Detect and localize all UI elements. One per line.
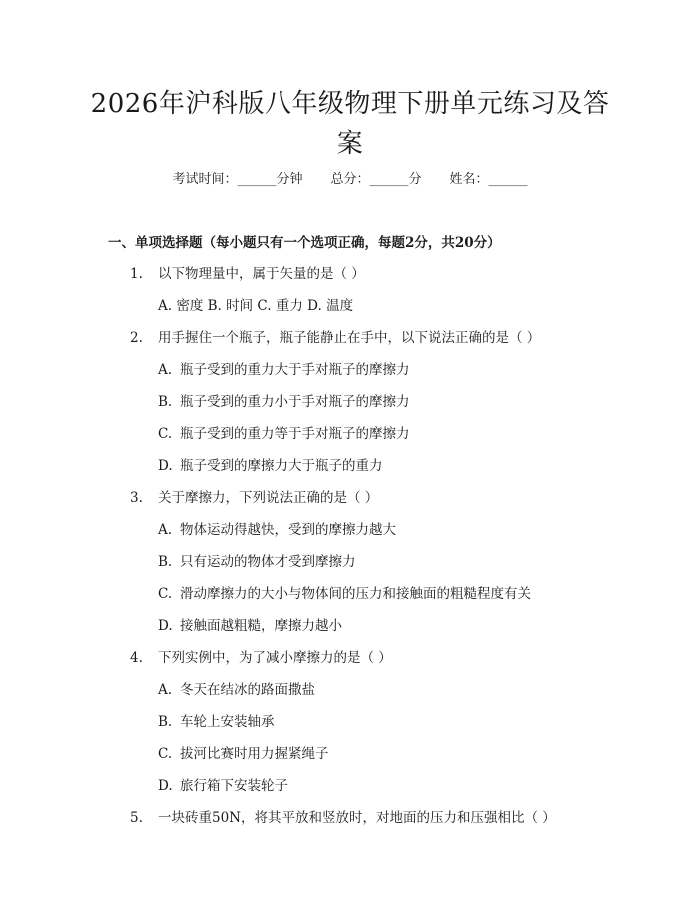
option-4d [158, 774, 288, 794]
exam-meta [0, 168, 700, 187]
option-3b [158, 550, 356, 570]
option-text: 瓶子受到的重力大于手对瓶子的摩擦力 [180, 362, 410, 378]
option-2d [158, 454, 383, 474]
option-text: 旅行箱下安装轮子 [180, 778, 288, 794]
question-4 [130, 646, 392, 666]
option-text: 只有运动的物体才受到摩擦力 [180, 554, 356, 570]
question-number: 3. [130, 490, 143, 506]
option-letter: B. [158, 714, 173, 730]
option-2a [158, 358, 410, 378]
option-letter: A. [158, 522, 173, 538]
option-letter: A. [158, 682, 173, 698]
question-1-options: A. 密度 B. 时间 C. 重力 D. 温度 [158, 298, 354, 314]
question-text: 以下物理量中，属于矢量的是（ ） [158, 266, 365, 282]
option-text: 冬天在结冰的路面撒盐 [180, 682, 315, 698]
question-1 [130, 262, 365, 282]
option-4a [158, 678, 315, 698]
title-line-2: 案 [336, 129, 364, 159]
option-letter: B. [158, 554, 173, 570]
question-number: 1. [130, 266, 143, 282]
option-text: 拔河比赛时用力握紧绳子 [180, 746, 329, 762]
title-line-1: 2026年沪科版八年级物理下册单元练习及答 [90, 89, 610, 119]
option-text: 物体运动得越快，受到的摩擦力越大 [180, 522, 396, 538]
option-text: 车轮上安装轴承 [180, 714, 275, 730]
question-text: 关于摩擦力，下列说法正确的是（ ） [158, 490, 379, 506]
option-4b [158, 710, 275, 730]
question-number: 2. [130, 330, 143, 346]
question-text: 用手握住一个瓶子，瓶子能静止在手中，以下说法正确的是（ ） [158, 330, 541, 346]
option-letter: D. [158, 458, 173, 474]
question-number: 4. [130, 650, 143, 666]
question-text: 一块砖重50N，将其平放和竖放时，对地面的压力和压强相比（ ） [158, 810, 556, 826]
option-text: 瓶子受到的重力等于手对瓶子的摩擦力 [180, 426, 410, 442]
question-3 [130, 486, 378, 506]
question-2 [130, 326, 540, 346]
option-letter: C. [158, 426, 173, 442]
option-2c [158, 422, 410, 442]
option-3a [158, 518, 396, 538]
option-letter: C. [158, 746, 173, 762]
question-number: 5. [130, 810, 143, 826]
student-name: 姓名：______ [449, 172, 528, 187]
option-text: 接触面越粗糙，摩擦力越小 [180, 618, 342, 634]
option-text: 瓶子受到的摩擦力大于瓶子的重力 [180, 458, 383, 474]
option-letter: A. [158, 362, 173, 378]
section-heading: 一、单项选择题（每小题只有一个选项正确，每题2分，共20分） [108, 235, 501, 251]
document-title [90, 84, 610, 164]
option-letter: D. [158, 618, 173, 634]
option-letter: C. [158, 586, 173, 602]
question-text: 下列实例中，为了减小摩擦力的是（ ） [158, 650, 392, 666]
option-letter: B. [158, 394, 173, 410]
question-5 [130, 806, 556, 826]
option-letter: D. [158, 778, 173, 794]
option-3d [158, 614, 342, 634]
exam-time: 考试时间：______分钟 [172, 172, 303, 187]
option-text: 瓶子受到的重力小于手对瓶子的摩擦力 [180, 394, 410, 410]
total-score: 总分：______分 [330, 172, 422, 187]
option-3c [158, 582, 531, 602]
option-2b [158, 390, 410, 410]
option-text: 滑动摩擦力的大小与物体间的压力和接触面的粗糙程度有关 [180, 586, 531, 602]
option-4c [158, 742, 329, 762]
